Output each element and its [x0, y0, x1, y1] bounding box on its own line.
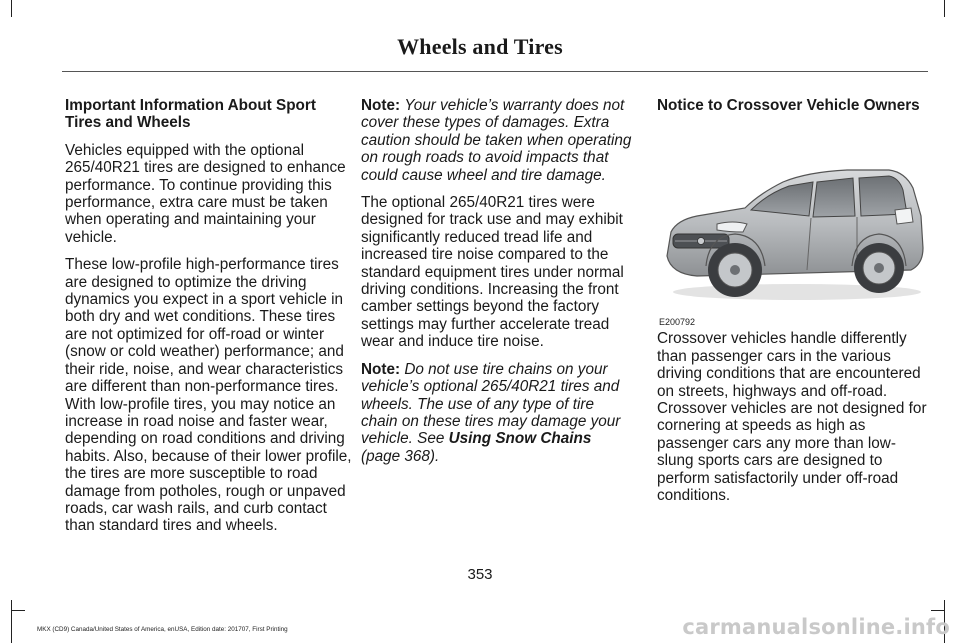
column-3 [657, 97, 930, 514]
crop-mark-bottom-left-v [11, 600, 12, 643]
crossover-vehicle-figure [657, 124, 930, 330]
crossover-vehicle-illustration [657, 124, 930, 314]
crop-mark-top-right [944, 0, 945, 17]
paragraph-low-profile-tires: These low-profile high-performance tires are designed to optimize the driving dynamics you expect in a sport vehicle in both dry and wet conditions. These tires are not optimized for off-road or winter (snow or cold weather) performance; and their ride, noise, and wear characteristics are different than non-performance tires. With low-profile tires, you may notice an increase in road noise and faster wear, depending on road conditions and driving habits. Also, because of their lower profile, the tires are more susceptible to road damage from potholes, rough or unpaved roads, car wash rails, and curb contact than standard tires and wheels. [65, 256, 352, 535]
figure-code: E200792 [659, 317, 696, 328]
paragraph-optional-tires: Vehicles equipped with the optional 265/40R21 tires are designed to enhance performance. To continue providing this performance, extra care must be taken when operating and maintaining your vehicle. [65, 141, 346, 246]
note-label: Note: [361, 97, 401, 114]
crop-mark-bottom-right-h [931, 610, 945, 611]
header-rule [62, 71, 928, 72]
column-1 [65, 97, 352, 545]
column-2 [361, 97, 633, 475]
section-heading-crossover: Notice to Crossover Vehicle Owners [657, 97, 920, 114]
page-number: 353 [467, 566, 493, 583]
crop-mark-top-left [11, 0, 12, 17]
note-text: Do not use tire chains on your vehicle’s optional 265/40R21 tires and wheels. The use of any type of tire chain on these tires may damage your vehicle. See [361, 360, 621, 448]
page-header-title: Wheels and Tires [397, 34, 563, 59]
note-text: Your vehicle’s warranty does not cover these types of damages. Extra caution should be taken when operating on rough roads to avoid impacts that could cause wheel and tire damage. [361, 97, 632, 184]
cross-reference-link[interactable]: Using Snow Chains [448, 430, 592, 448]
note-label: Note: [361, 360, 401, 378]
note-warranty [361, 97, 633, 184]
section-heading-sport-tires: Important Information About Sport Tires and Wheels [65, 97, 316, 132]
note-tire-chains [361, 361, 633, 465]
edition-footer: MKX (CD9) Canada/United States of America, enUSA, Edition date: 201707, First Printing [37, 626, 288, 633]
crop-mark-bottom-left-h [11, 610, 25, 611]
cross-reference-page: (page 368). [361, 447, 440, 465]
paragraph-crossover-handling: Crossover vehicles handle differently than passenger cars in the various driving conditions that are encountered on streets, highways and off-road. Crossover vehicles are not designed for cornering at speeds as high as passenger cars any more than low-slung sports cars are designed to perform satisfactorily under off-road conditions. [657, 330, 927, 505]
watermark: carmanualsonline.info [682, 615, 950, 639]
paragraph-track-use: The optional 265/40R21 tires were designed for track use and may exhibit significantly reduced tread life and increased tire noise compared to the standard equipment tires under normal driving conditions. Increasing the front camber settings beyond the factory settings may further accelerate tread wear and induce tire noise. [361, 194, 624, 351]
